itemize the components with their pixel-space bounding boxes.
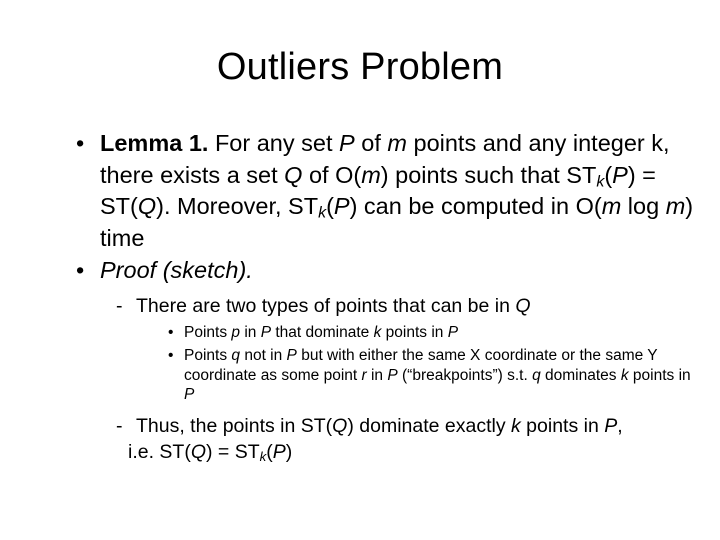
math-var: Q: [332, 414, 348, 437]
text-run: For any set: [208, 130, 340, 156]
math-var: k: [511, 414, 521, 437]
math-var: P: [184, 386, 195, 403]
slide-body: [74, 128, 704, 465]
math-var: Q: [190, 440, 207, 463]
text-run: (: [326, 193, 334, 219]
text-run: Points: [184, 323, 232, 341]
math-var: Q: [515, 294, 531, 317]
types-text: [128, 295, 531, 317]
text-run: ) time: [100, 193, 694, 251]
text-run: not in: [240, 347, 287, 364]
type1-bullet: [168, 323, 704, 343]
math-var: m: [601, 193, 622, 219]
text-run: points in: [520, 414, 605, 437]
math-subscript: k: [259, 448, 267, 464]
math-var: m: [665, 193, 686, 219]
math-var: m: [387, 130, 407, 156]
dash-marker: -: [116, 294, 123, 317]
lemma-label: Lemma 1.: [100, 130, 209, 156]
bullet-marker: •: [168, 323, 174, 341]
math-var: k: [620, 366, 629, 384]
text-run: (: [604, 161, 613, 188]
text-run: log: [621, 193, 666, 219]
math-subscript: k: [318, 204, 327, 222]
math-var: m: [361, 161, 381, 188]
lemma-text: [100, 130, 693, 251]
types-dash-item: [116, 293, 704, 319]
slide-title: Outliers Problem: [216, 46, 504, 88]
type2-bullet: [168, 346, 704, 405]
math-var: P: [612, 161, 628, 188]
text-run: ) points such that ST: [380, 161, 597, 188]
text-run: There are two types of points that can be in: [136, 294, 516, 317]
bullet-marker: •: [76, 130, 85, 156]
math-subscript: k: [596, 173, 605, 190]
types-sublist: [74, 323, 704, 405]
text-run: ) can be computed in O(: [349, 193, 602, 219]
text-run: ): [285, 440, 293, 463]
text-run: that dominate: [271, 323, 374, 341]
thus-text: [128, 415, 623, 463]
text-run: but with either the same X coordinate or the same Y coordinate as some point: [184, 347, 658, 384]
math-var: Q: [137, 193, 157, 219]
text-run: of: [354, 130, 388, 156]
text-run: in: [240, 323, 261, 341]
math-var: q: [231, 347, 241, 364]
text-run: points and any integer k, there exists a set: [100, 130, 670, 188]
math-var: P: [339, 130, 355, 156]
type2-text: [184, 347, 691, 403]
text-run: points in: [628, 366, 691, 384]
math-var: P: [260, 323, 272, 341]
proof-bullet: [74, 255, 704, 287]
math-var: k: [373, 323, 382, 341]
text-run: ) = ST: [206, 440, 260, 463]
text-run: dominates: [540, 366, 621, 384]
math-var: P: [604, 414, 618, 437]
bullet-marker: •: [76, 257, 85, 283]
thus-dash-item: [116, 413, 704, 465]
text-run: ) dominate exactly: [347, 414, 511, 437]
text-run: ) = ST(: [100, 161, 656, 219]
math-var: P: [286, 347, 297, 364]
text-run: points in: [381, 323, 448, 341]
math-var: p: [231, 323, 241, 341]
math-var: P: [272, 440, 286, 463]
text-run: of O(: [302, 161, 362, 188]
text-run: in: [366, 366, 388, 384]
text-run: Points: [184, 347, 232, 364]
type1-text: [184, 324, 458, 341]
text-run: i.e. ST(: [128, 440, 191, 463]
text-run: ). Moreover, ST: [156, 193, 319, 219]
proof-label: Proof (sketch).: [100, 257, 253, 283]
math-var: P: [447, 323, 459, 341]
math-var: P: [387, 366, 398, 384]
text-run: (“breakpoints”) s.t.: [397, 366, 533, 384]
text-run: Thus, the points in ST(: [136, 414, 333, 437]
math-var: q: [532, 366, 541, 384]
text-run: (: [266, 440, 273, 463]
dash-marker: -: [116, 414, 123, 437]
lemma-bullet: [74, 128, 704, 254]
math-var: r: [361, 366, 367, 384]
text-run: ,: [617, 414, 623, 437]
bullet-marker: •: [168, 347, 174, 364]
math-var: Q: [284, 161, 303, 188]
math-var: P: [333, 193, 350, 219]
